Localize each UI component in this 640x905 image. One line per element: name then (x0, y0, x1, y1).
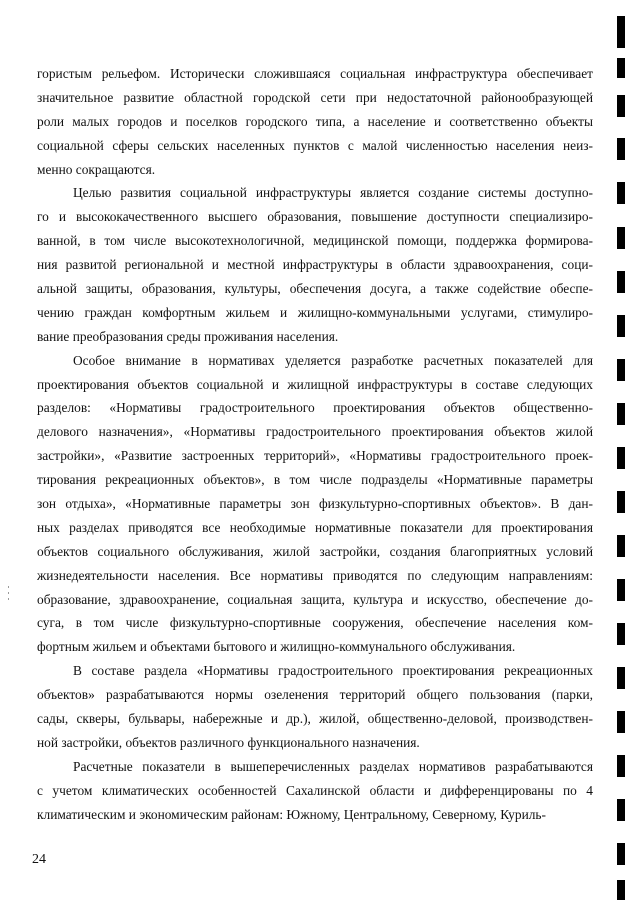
text-line: делового назначения», «Нормативы градостроительного проектирования объектов жилой (37, 424, 593, 440)
paragraph (37, 659, 593, 755)
text-line: менно сокращаются. (37, 161, 156, 177)
text-line: значительное развитие областной городской сети при недостаточной районообразующей (37, 89, 593, 105)
scan-edge-mark (617, 667, 625, 689)
scan-edge-mark (617, 359, 625, 381)
scan-edge-mark (617, 491, 625, 513)
text-line: с учетом климатических особенностей Сахалинской области и дифференцированы по 4 (37, 782, 593, 798)
text-line: суга, в том числе физкультурно-спортивные сооружения, обеспечение населения ком- (37, 615, 593, 631)
text-line: чению граждан комфортным жильем и жилищно-коммунальными услугами, стимулиро- (37, 304, 593, 320)
text-line: Целью развития социальной инфраструктуры является создание системы доступно- (73, 185, 593, 201)
text-line: объектов» разрабатываются нормы озеленения территорий общего пользования (парки, (37, 687, 593, 703)
scan-edge-mark (617, 138, 625, 160)
scan-edge-mark (617, 271, 625, 293)
text-line: роли малых городов и поселков городского типа, а население и соответственно объекты (37, 113, 593, 129)
text-line: жизнедеятельности населения. Все нормативы приводятся по следующим направлениям: (37, 567, 593, 583)
page-number: 24 (32, 852, 46, 867)
text-line: гористым рельефом. Исторически сложившаяся социальная инфраструктура обеспечивает (37, 66, 593, 81)
scan-edge-mark (617, 799, 625, 821)
text-line: проектирования объектов социальной и жилищной инфраструктуры в составе следующих (37, 376, 593, 392)
scan-edge-mark (617, 58, 625, 78)
text-line: В составе раздела «Нормативы градостроительного проектирования рекреационных (73, 663, 593, 679)
scan-edge-mark (617, 623, 625, 645)
scan-edge-mark (617, 315, 625, 337)
text-line: объектов социального обслуживания, жилой застройки, создания благоприятных условий (37, 543, 593, 559)
scan-edge-mark (617, 16, 625, 48)
text-line: климатическим и экономическим районам: Южному, Центральному, Северному, Куриль- (37, 806, 546, 822)
scan-speckle (8, 592, 9, 594)
scan-edge-mark (617, 880, 625, 900)
text-line: застройки», «Развитие застроенных территорий», «Нормативы градостроительного проек- (37, 448, 593, 464)
scan-edge-mark (617, 403, 625, 425)
text-line: го и высококачественного высшего образования, повышение доступности специализиро- (37, 209, 593, 225)
scan-edge-mark (617, 755, 625, 777)
text-line: сады, скверы, бульвары, набережные и др.), жилой, общественно-деловой, производствен- (37, 711, 593, 727)
scan-edge-mark (617, 535, 625, 557)
scan-edge-mark (617, 447, 625, 469)
paragraph (37, 755, 593, 827)
text-line: зон отдыха», «Нормативные параметры зон физкультурно-спортивных объектов». В дан- (37, 496, 593, 512)
text-line: образование, здравоохранение, социальная защита, культура и искусство, обеспечение до- (37, 591, 593, 607)
scan-edge-mark (617, 579, 625, 601)
text-line: ния развитой региональной и местной инфраструктуры в области здравоохранения, соци- (37, 257, 593, 273)
scan-edge-mark (617, 182, 625, 204)
text-line: ной застройки, объектов различного функционального назначения. (37, 734, 420, 750)
scan-edge-mark (617, 843, 625, 865)
text-line: Особое внимание в нормативах уделяется разработке расчетных показателей для (73, 352, 593, 368)
text-line: ванной, в том числе высокотехнологичной, медицинской помощи, поддержка формирова- (37, 233, 593, 249)
text-line: фортным жильем и объектами бытового и жилищно-коммунального обслуживания. (37, 639, 516, 655)
scan-edge-mark (617, 95, 625, 117)
body-text (37, 62, 593, 827)
text-line: вание преобразования среды проживания населения. (37, 328, 339, 344)
scan-edge-mark (617, 227, 625, 249)
text-line: ных разделах приводятся все необходимые нормативные показатели для проектирования (37, 519, 593, 535)
text-line: разделов: «Нормативы градостроительного проектирования объектов общественно- (37, 400, 593, 416)
scan-speckle (8, 586, 9, 588)
scan-edge-mark (617, 711, 625, 733)
text-line: Расчетные показатели в вышеперечисленных разделах нормативов разрабатываются (73, 758, 593, 774)
text-line: тирования рекреационных объектов», в том числе подразделы «Нормативные параметры (37, 472, 593, 488)
scan-speckle (8, 598, 9, 600)
text-line: альной защиты, образования, культуры, обеспечения досуга, а также содействие обеспе- (37, 281, 593, 297)
paragraph (37, 62, 593, 181)
text-line: социальной сферы сельских населенных пунктов с малой численностью населения неиз- (37, 137, 593, 153)
paragraph (37, 349, 593, 660)
paragraph (37, 181, 593, 348)
